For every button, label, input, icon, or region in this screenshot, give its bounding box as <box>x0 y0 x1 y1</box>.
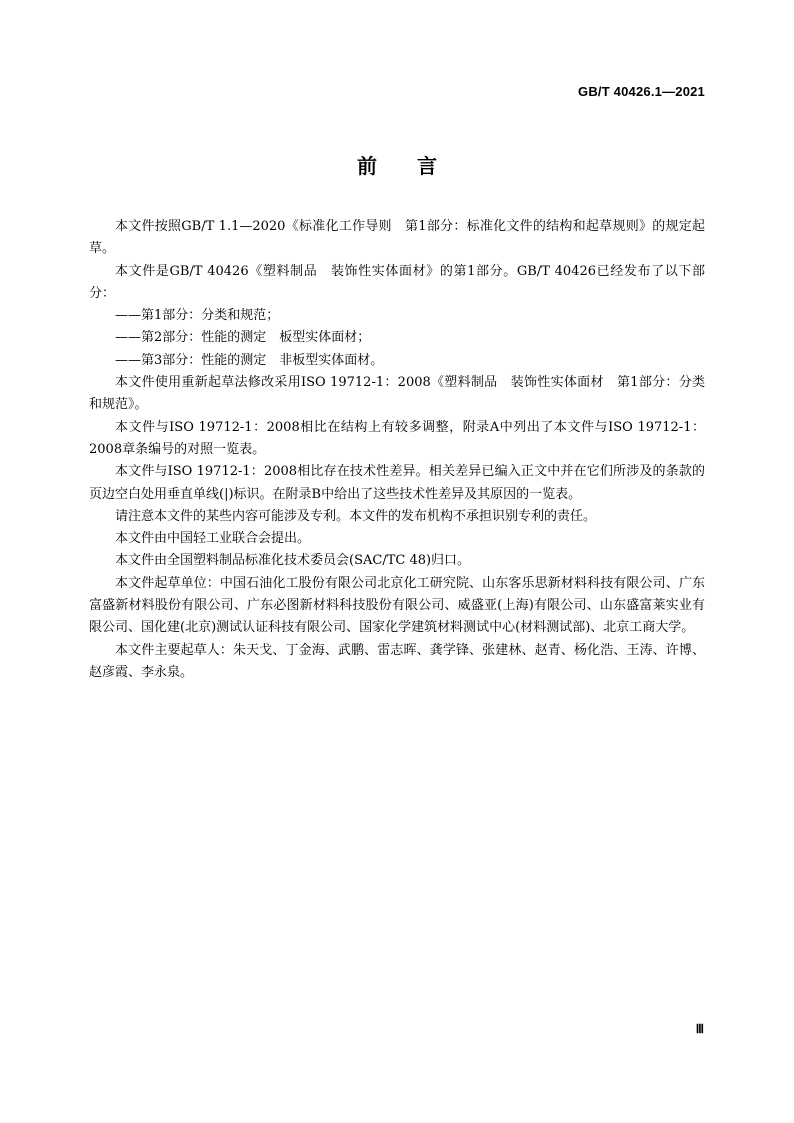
paragraph-drafting-units: 本文件起草单位：中国石油化工股份有限公司北京化工研究院、山东客乐思新材料科技有限公司、广东富盛新材料股份有限公司、广东必图新材料科技股份有限公司、威盛亚(上海)有限公司、山东盛富莱实业有限公司、国化建(北京)测试认证科技有限公司、国家化学建筑材料测试中心(材料测试部)、北京工商大学。 <box>89 575 705 636</box>
title-char-2: 言 <box>417 154 437 178</box>
list-item-part-2: ——第2部分：性能的测定 板型实体面材； <box>115 330 371 346</box>
paragraph-technical-differences: 本文件与ISO 19712-1：2008相比存在技术性差异。相关差异已编入正文中并在它们所涉及的条款的页边空白处用垂直单线(|)标识。在附录B中给出了这些技术性差异及其原因的一览表。 <box>89 464 705 502</box>
title-char-1: 前 <box>357 154 377 178</box>
paragraph-patent-notice: 请注意本文件的某些内容可能涉及专利。本文件的发布机构不承担识别专利的责任。 <box>115 508 597 524</box>
list-item-part-3: ——第3部分：性能的测定 非板型实体面材。 <box>115 352 384 368</box>
paragraph-adoption: 本文件使用重新起草法修改采用ISO 19712-1：2008《塑料制品 装饰性实体面材 第1部分：分类和规范》。 <box>89 375 705 413</box>
paragraph-proposer: 本文件由中国轻工业联合会提出。 <box>115 531 311 547</box>
paragraph-committee: 本文件由全国塑料制品标准化技术委员会(SAC/TC 48)归口。 <box>115 553 471 569</box>
paragraph-drafters: 本文件主要起草人：朱天戈、丁金海、武鹏、雷志晖、龚学锋、张建林、赵青、杨化浩、王涛、许博、赵彦霞、李永泉。 <box>89 642 705 680</box>
page-title <box>0 150 794 179</box>
paragraph-drafting-rules: 本文件按照GB/T 1.1—2020《标准化工作导则 第1部分：标准化文件的结构和起草规则》的规定起草。 <box>89 219 705 257</box>
list-item-part-1: ——第1部分：分类和规范； <box>115 308 280 324</box>
foreword-body <box>89 216 705 684</box>
standard-code: GB/T 40426.1—2021 <box>578 84 705 99</box>
page-number: Ⅲ <box>695 1022 704 1036</box>
paragraph-structure-changes: 本文件与ISO 19712-1：2008相比在结构上有较多调整，附录A中列出了本文件与ISO 19712-1：2008章条编号的对照一览表。 <box>89 419 705 457</box>
paragraph-part-overview: 本文件是GB/T 40426《塑料制品 装饰性实体面材》的第1部分。GB/T 40426已经发布了以下部分： <box>89 263 705 301</box>
